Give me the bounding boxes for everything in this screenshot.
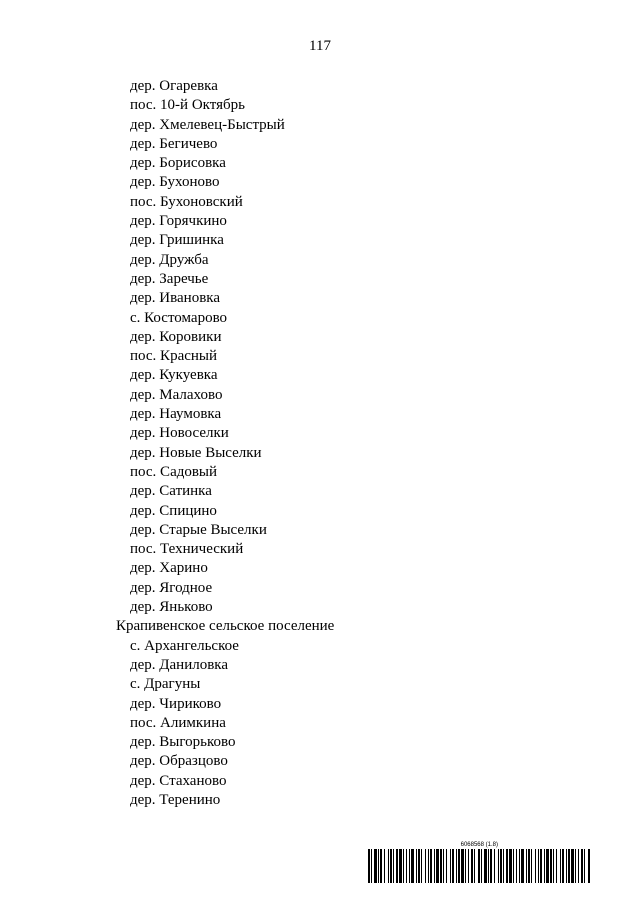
barcode-bar — [396, 849, 398, 883]
barcode-bar — [409, 849, 410, 883]
barcode-bar — [406, 849, 407, 883]
barcode-bar — [393, 849, 394, 883]
barcode-bar — [484, 849, 487, 883]
barcode-bar — [380, 849, 382, 883]
barcode-bar — [506, 849, 508, 883]
barcode-bar — [461, 849, 464, 883]
page-number: 117 — [309, 38, 331, 54]
barcode-bar — [568, 849, 570, 883]
barcode-bar — [526, 849, 527, 883]
barcode-bar — [418, 849, 420, 883]
barcode-caption: 6068568 (1.8) — [460, 842, 498, 848]
list-item: пос. Алимкина — [130, 714, 226, 731]
list-item: дер. Борисовка — [130, 155, 226, 172]
barcode-bar — [411, 849, 414, 883]
barcode-bar — [509, 849, 512, 883]
barcode-bar — [519, 849, 520, 883]
barcode-bar — [474, 849, 475, 883]
list-item: с. Костомарово — [130, 309, 228, 326]
list-item: пос. Садовый — [130, 463, 218, 480]
barcode-bar — [388, 849, 389, 883]
barcode-bar — [490, 849, 492, 883]
barcode-bar — [550, 849, 552, 883]
list-item: дер. Новые Выселки — [130, 444, 262, 461]
list-item: дер. Горячкино — [130, 213, 227, 230]
barcode-bar — [584, 849, 585, 883]
barcode-bar — [528, 849, 530, 883]
barcode-bar — [430, 849, 432, 883]
barcode-bar — [374, 849, 377, 883]
list-item: дер. Старые Выселки — [130, 521, 267, 538]
barcode-bar — [531, 849, 532, 883]
list-item: дер. Ивановка — [130, 290, 220, 307]
barcode-bar — [456, 849, 457, 883]
barcode-bar — [468, 849, 469, 883]
barcode-bar — [581, 849, 583, 883]
list-item: с. Драгуны — [130, 676, 201, 693]
barcode-bar — [513, 849, 514, 883]
barcode-bar — [425, 849, 426, 883]
barcode-bar — [556, 849, 557, 883]
list-item: дер. Ягодное — [130, 579, 213, 596]
barcode-bar — [458, 849, 460, 883]
list-item: дер. Бегичево — [130, 135, 218, 152]
barcode-bar — [516, 849, 517, 883]
list-item: дер. Даниловка — [130, 656, 229, 673]
barcode-bar — [503, 849, 504, 883]
barcode-bar — [481, 849, 482, 883]
section-heading: Крапивенское сельское поселение — [116, 618, 335, 635]
barcode-bar — [390, 849, 392, 883]
settlement-list — [0, 77, 640, 810]
barcode-bar — [428, 849, 429, 883]
list-item: дер. Спицино — [130, 502, 217, 519]
barcode-bar — [478, 849, 480, 883]
barcode-bar — [403, 849, 404, 883]
list-item: дер. Харино — [130, 560, 208, 577]
barcode-bar — [566, 849, 567, 883]
barcode-bar — [560, 849, 561, 883]
barcode-block — [368, 842, 590, 883]
list-item: дер. Гришинка — [130, 232, 224, 249]
barcode-bar — [500, 849, 502, 883]
barcode-bar — [540, 849, 542, 883]
barcode-image — [368, 849, 590, 883]
barcode-bar — [494, 849, 495, 883]
barcode-bar — [488, 849, 489, 883]
list-item: дер. Сатинка — [130, 483, 212, 500]
barcode-bar — [434, 849, 435, 883]
barcode-bar — [384, 849, 385, 883]
barcode-bar — [450, 849, 451, 883]
barcode-bar — [575, 849, 576, 883]
list-item: дер. Кукуевка — [130, 367, 218, 384]
barcode-bar — [465, 849, 466, 883]
list-item: дер. Коровики — [130, 328, 222, 345]
list-item: дер. Малахово — [130, 386, 223, 403]
list-item: пос. Технический — [130, 541, 244, 558]
barcode-bar — [443, 849, 444, 883]
list-item: дер. Заречье — [130, 270, 209, 287]
list-item: пос. 10-й Октябрь — [130, 97, 245, 114]
list-item: дер. Теренино — [130, 791, 221, 808]
barcode-bar — [446, 849, 447, 883]
barcode-bar — [562, 849, 564, 883]
barcode-bar — [571, 849, 574, 883]
barcode-bar — [521, 849, 524, 883]
list-item: дер. Дружба — [130, 251, 209, 268]
barcode-bar — [471, 849, 473, 883]
barcode-bar — [416, 849, 417, 883]
list-item: пос. Бухоновский — [130, 193, 243, 210]
barcode-bar — [538, 849, 539, 883]
barcode-bar — [535, 849, 536, 883]
list-item: дер. Хмелевец-Быстрый — [130, 116, 285, 133]
list-item: дер. Яньково — [130, 599, 213, 616]
barcode-bar — [588, 849, 590, 883]
barcode-bar — [553, 849, 554, 883]
list-item: пос. Красный — [130, 348, 218, 365]
barcode-bar — [578, 849, 579, 883]
barcode-bar — [371, 849, 372, 883]
list-item: дер. Выгорьково — [130, 734, 236, 751]
list-item: дер. Наумовка — [130, 406, 222, 423]
list-item: с. Архангельское — [130, 637, 239, 654]
list-item: дер. Образцово — [130, 753, 228, 770]
barcode-bar — [378, 849, 379, 883]
barcode-bar — [421, 849, 422, 883]
list-item: дер. Чириково — [130, 695, 222, 712]
barcode-bar — [452, 849, 454, 883]
list-item: дер. Новоселки — [130, 425, 229, 442]
barcode-bar — [368, 849, 370, 883]
list-item: дер. Огаревка — [130, 78, 218, 94]
list-item: дер. Стаханово — [130, 772, 227, 789]
barcode-bar — [399, 849, 402, 883]
barcode-bar — [440, 849, 442, 883]
barcode-bar — [436, 849, 439, 883]
barcode-bar — [498, 849, 499, 883]
list-item: дер. Бухоново — [130, 174, 220, 191]
barcode-bar — [546, 849, 549, 883]
barcode-bar — [544, 849, 545, 883]
